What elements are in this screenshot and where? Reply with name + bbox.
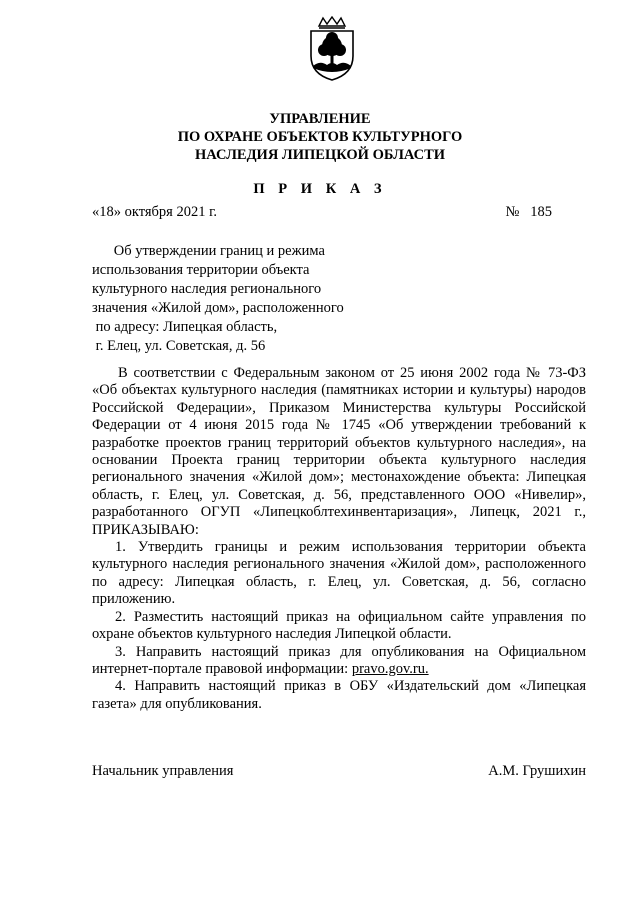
document-type: П Р И К А З — [253, 181, 387, 197]
date-number-line — [92, 203, 586, 221]
order-body — [92, 365, 586, 713]
issuer-line-3: НАСЛЕДИЯ ЛИПЕЦКОЙ ОБЛАСТИ — [194, 147, 446, 163]
pravo-link[interactable]: pravo.gov.ru. — [351, 660, 429, 677]
signature-block — [92, 763, 586, 780]
issuer-line-1: УПРАВЛЕНИЕ — [269, 111, 371, 127]
coat-of-arms-icon — [305, 16, 359, 82]
order-item-3-text: 3. Направить настоящий приказ для опубликования на Официальном интернет-портале правовой информации: — [92, 643, 586, 677]
issuer-header — [0, 110, 640, 164]
subject-line: г. Елец, ул. Советская, д. 56 — [92, 338, 266, 354]
order-item-1: 1. Утвердить границы и режим использования территории объекта культурного наследия регионального значения «Жилой дом», расположенного по адресу: Липецкая область, г. Елец, ул. Советская, д. 56, согласно приложению. — [92, 539, 586, 608]
order-date: «18» октября 2021 г. — [92, 204, 218, 220]
subject-line: значения «Жилой дом», расположенного — [92, 300, 344, 316]
signer-name: А.М. Грушихин — [488, 763, 586, 779]
order-item-3 — [92, 644, 586, 679]
order-item-2: 2. Разместить настоящий приказ на официальном сайте управления по охране объектов культурного наследия Липецкой области. — [92, 608, 586, 643]
subject-line: использования территории объекта — [92, 262, 310, 278]
signer-position: Начальник управления — [92, 763, 234, 779]
preamble-paragraph: В соответствии с Федеральным законом от 25 июня 2002 года № 73-ФЗ «Об объектах культурного наследия (памятниках истории и культуры) народов Российской Федерации», Приказом Министерства культуры Российской Федерации от 4 июня 2015 года № 1745 «Об утверждении требований к разработке проектов границ территорий объектов культурного наследия», на основании Проекта границ территории объекта культурного наследия регионального значения «Жилой дом»; местонахождение объекта: Липецкая область, г. Елец, ул. Советская, д. 56, представленного ООО «Нивелир», разработанного ОГУП «Липецкоблтехинвентаризация», Липецк, 2021 г., ПРИКАЗЫВАЮ: — [92, 365, 586, 538]
order-subject — [92, 242, 392, 356]
subject-line: по адресу: Липецкая область, — [92, 319, 278, 335]
issuer-line-2: ПО ОХРАНЕ ОБЪЕКТОВ КУЛЬТУРНОГО — [177, 129, 463, 145]
order-item-4: 4. Направить настоящий приказ в ОБУ «Издательский дом «Липецкая газета» для опубликования. — [92, 678, 586, 712]
order-number: № 185 — [505, 204, 552, 220]
subject-line: Об утверждении границ и режима — [92, 243, 325, 259]
subject-line: культурного наследия регионального — [92, 281, 322, 297]
